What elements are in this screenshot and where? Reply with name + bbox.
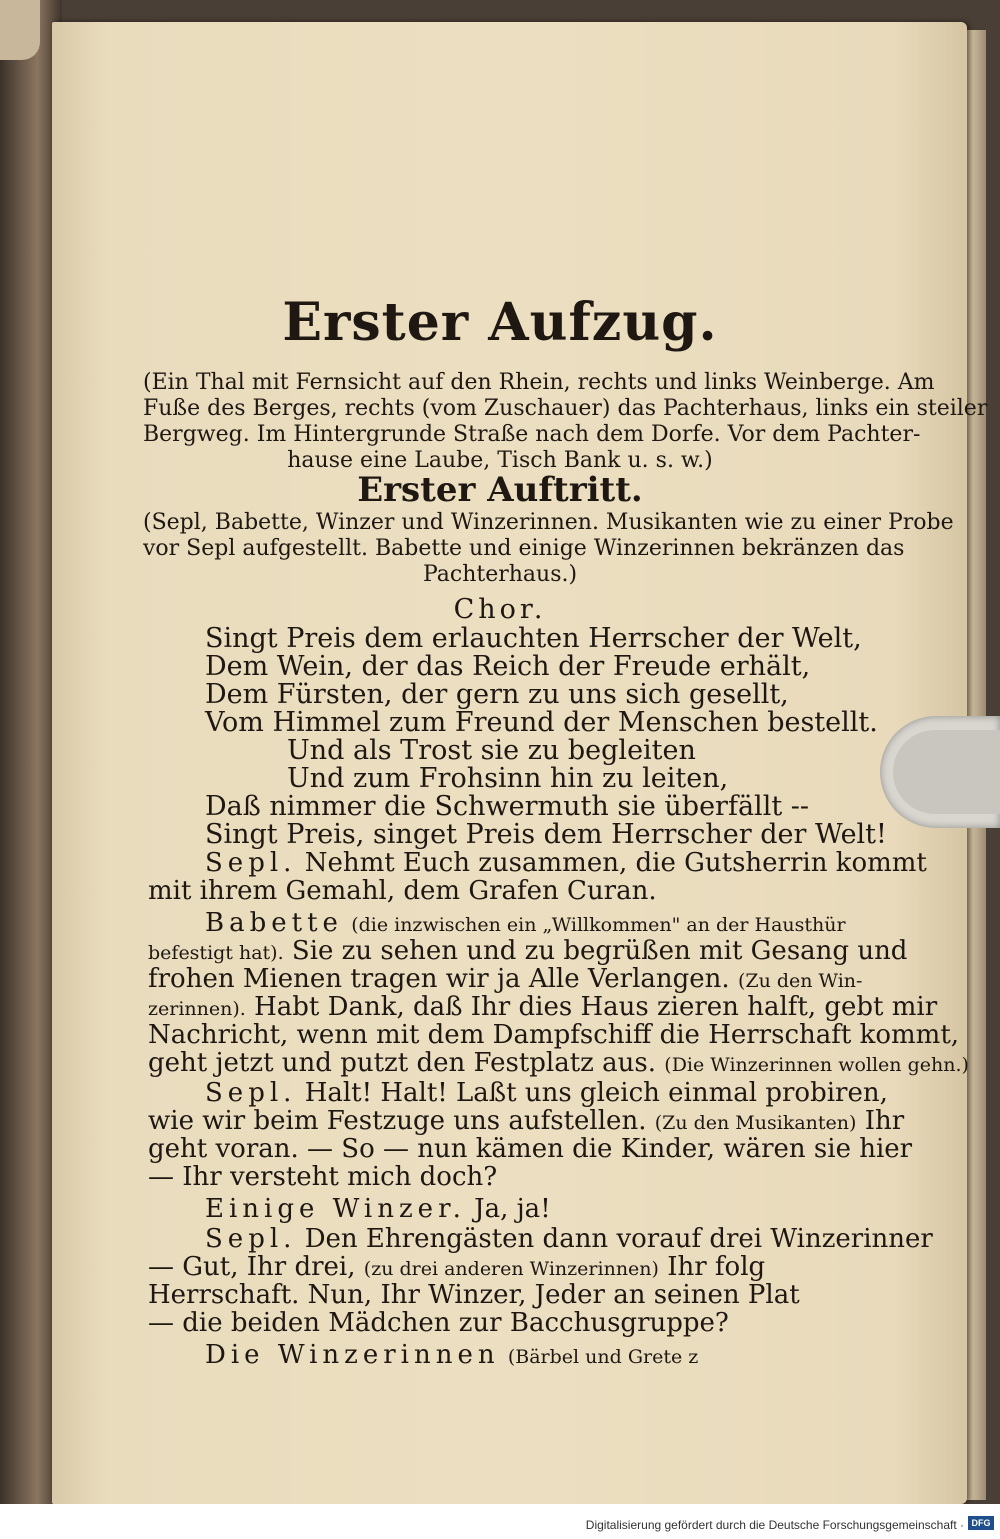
stage-direction-line: Bergweg. Im Hintergrunde Straße nach dem Dorfe. Vor dem Pachter- <box>143 422 921 447</box>
dialogue-line <box>148 965 862 995</box>
stage-note: (Bärbel und Grete z <box>507 1346 699 1368</box>
dialogue-line <box>148 1253 765 1283</box>
stage-note: (zu drei anderen Winzerinnen) <box>363 1258 659 1280</box>
verse-line: Daß nimmer die Schwermuth sie überfällt -- <box>205 791 810 822</box>
dialogue-line: Nachricht, wenn mit dem Dampfschiff die Herrschaft kommt, <box>148 1020 960 1050</box>
dialogue-text: geht jetzt und putzt den Festplatz aus. <box>148 1048 657 1078</box>
scene-heading: Erster Auftritt. <box>357 470 643 510</box>
speaker-name: Die Winzerinnen <box>205 1340 500 1370</box>
page-clip-inner <box>893 730 1000 814</box>
dialogue-line <box>148 993 937 1023</box>
scene-direction-line: Pachterhaus.) <box>422 562 578 587</box>
dialogue-text: — Gut, Ihr drei, <box>148 1252 356 1282</box>
dialogue-line <box>148 1049 969 1079</box>
stage-note: zerinnen). <box>148 998 246 1020</box>
dialogue-text: wie wir beim Festzuge uns aufstellen. <box>148 1106 647 1136</box>
footer-credit: Digitalisierung gefördert durch die Deutsche Forschungsgemeinschaft · <box>585 1518 964 1532</box>
speaker-name: Einige Winzer. <box>205 1194 466 1224</box>
dialogue-text: Nehmt Euch zusammen, die Gutsherrin kommt <box>304 848 927 878</box>
stage-direction-line: (Ein Thal mit Fernsicht auf den Rhein, rechts und links Weinberge. Am <box>143 370 935 395</box>
dialogue-line: geht voran. — So — nun kämen die Kinder, wären sie hier <box>148 1134 913 1164</box>
cover-edge <box>0 0 40 60</box>
stage-note: befestigt hat). <box>148 942 284 964</box>
dialogue-line <box>205 909 846 939</box>
chorus-label: Chor. <box>453 594 547 625</box>
stage-note: (Zu den Win- <box>737 970 863 992</box>
speaker-name: Sepl. <box>205 848 297 878</box>
stage-note: (Die Winzerinnen wollen gehn.) <box>664 1054 969 1076</box>
dialogue-line <box>205 1079 888 1107</box>
stage-direction-line: Fuße des Berges, rechts (vom Zuschauer) das Pachterhaus, links ein steiler <box>143 396 988 421</box>
verse-line: Singt Preis, singet Preis dem Herrscher der Welt! <box>205 819 887 850</box>
dialogue-line: — die beiden Mädchen zur Bacchusgruppe? <box>148 1308 729 1338</box>
dialogue-line <box>205 1195 551 1223</box>
dialogue-line <box>205 1341 698 1371</box>
stage-direction-line: hause eine Laube, Tisch Bank u. s. w.) <box>287 448 713 473</box>
verse-line: Dem Wein, der das Reich der Freude erhält, <box>205 651 811 682</box>
dialogue-text: Sie zu sehen und zu begrüßen mit Gesang und <box>291 936 908 966</box>
digitization-footer <box>0 1504 1000 1539</box>
speaker-name: Sepl. <box>205 1078 297 1108</box>
dialogue-line <box>205 1225 933 1253</box>
dialogue-line: mit ihrem Gemahl, dem Grafen Curan. <box>148 876 657 906</box>
dfg-logo: DFG <box>968 1516 994 1530</box>
verse-line: Singt Preis dem erlauchten Herrscher der Welt, <box>205 623 862 654</box>
verse-line: Vom Himmel zum Freund der Menschen bestellt. <box>205 707 878 738</box>
verse-line: Und als Trost sie zu begleiten <box>287 735 696 766</box>
verse-line: Und zum Frohsinn hin zu leiten, <box>287 763 729 794</box>
dialogue-text: Ihr <box>864 1106 905 1136</box>
dialogue-text: frohen Mienen tragen wir ja Alle Verlangen. <box>148 964 730 994</box>
scene-direction-line: vor Sepl aufgestellt. Babette und einige Winzerinnen bekränzen das <box>143 536 905 561</box>
dialogue-line <box>148 1107 904 1137</box>
dialogue-text: Ihr folg <box>667 1252 766 1282</box>
dialogue-text: Ja, ja! <box>474 1194 551 1224</box>
speaker-name: Sepl. <box>205 1224 297 1254</box>
scene-direction-line: (Sepl, Babette, Winzer und Winzerinnen. Musikanten wie zu einer Probe <box>143 510 954 535</box>
dialogue-line <box>205 849 927 877</box>
dialogue-text: Halt! Halt! Laßt uns gleich einmal probiren, <box>304 1078 888 1108</box>
dialogue-text: Den Ehrengästen dann vorauf drei Winzerinner <box>304 1224 933 1254</box>
dialogue-line: — Ihr versteht mich doch? <box>148 1162 498 1192</box>
verse-line: Dem Fürsten, der gern zu uns sich gesellt, <box>205 679 789 710</box>
stage-note: (die inzwischen ein „Willkommen" an der Hausthür <box>351 914 846 936</box>
dialogue-line <box>148 937 907 967</box>
act-heading: Erster Aufzug. <box>282 292 718 353</box>
speaker-name: Babette <box>205 908 343 938</box>
stage-note: (Zu den Musikanten) <box>654 1112 857 1134</box>
dialogue-text: Habt Dank, daß Ihr dies Haus zieren halft, gebt mir <box>254 992 938 1022</box>
dialogue-line: Herrschaft. Nun, Ihr Winzer, Jeder an seinen Plat <box>148 1280 800 1310</box>
